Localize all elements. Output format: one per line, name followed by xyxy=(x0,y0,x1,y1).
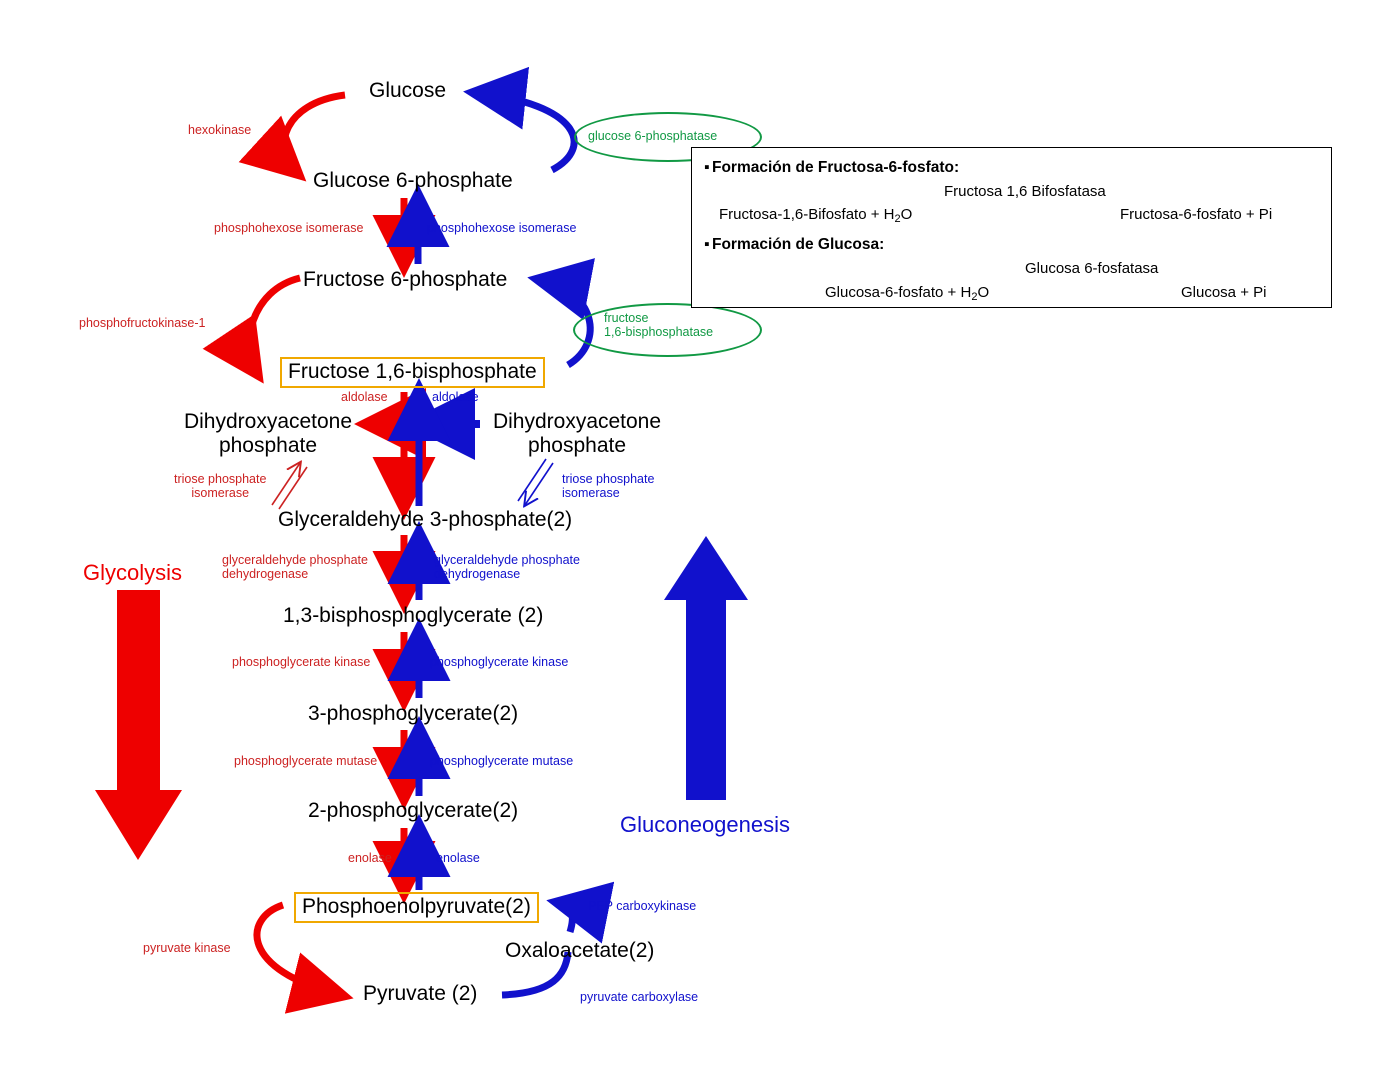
tpi-blue-line2: isomerase xyxy=(562,486,620,501)
enzyme-gapdh-blue xyxy=(434,553,580,582)
enzyme-phosphoglycerate-kinase-red: phosphoglycerate kinase xyxy=(232,655,371,669)
panel-heading-glucosa xyxy=(704,236,884,254)
tpi-red-line2: isomerase xyxy=(191,486,250,501)
enzyme-enolase-blue: enolase xyxy=(436,851,480,865)
panel-equation-fructosa-left xyxy=(719,206,912,225)
label-glycolysis: Glycolysis xyxy=(83,560,183,585)
metabolite-glucose: Glucose xyxy=(369,79,447,102)
enzyme-aldolase-blue: aldolase xyxy=(432,390,479,404)
metabolite-dihydroxyacetone-phosphate-left xyxy=(168,410,368,457)
panel-equation-fructosa-right: Fructosa-6-fosfato + Pi xyxy=(1120,206,1273,223)
panel-eq-1-tail: O xyxy=(900,206,913,223)
label-gluconeogenesis: Gluconeogenesis xyxy=(620,812,791,837)
gapdh-blue-line1: glyceraldehyde phosphate xyxy=(434,553,580,567)
bullet-icon-2: ▪ xyxy=(704,236,710,253)
panel-eq-2-sub: 2 xyxy=(971,291,978,303)
panel-heading-fructosa xyxy=(704,159,959,177)
dhap-right-line2: phosphate xyxy=(527,433,627,457)
metabolite-glucose-6-phosphate: Glucose 6-phosphate xyxy=(313,169,513,192)
enzyme-phosphofructokinase-1: phosphofructokinase-1 xyxy=(79,316,206,330)
enzyme-phosphohexose-isomerase-blue: phosphohexose isomerase xyxy=(427,221,577,235)
metabolite-oxaloacetate: Oxaloacetate(2) xyxy=(505,939,655,962)
metabolite-1-3-bisphosphoglycerate: 1,3-bisphosphoglycerate (2) xyxy=(283,604,544,627)
enzyme-aldolase-red: aldolase xyxy=(341,390,388,404)
metabolite-3-phosphoglycerate: 3-phosphoglycerate(2) xyxy=(308,702,519,725)
panel-equation-glucosa-right: Glucosa + Pi xyxy=(1181,284,1267,301)
info-panel xyxy=(691,147,1332,308)
tpi-blue-line1: triose phosphate xyxy=(562,472,655,486)
enzyme-phosphohexose-isomerase-red: phosphohexose isomerase xyxy=(214,221,364,235)
panel-eq-2-tail: O xyxy=(977,284,990,301)
panel-eq-1-sub: 2 xyxy=(894,213,901,225)
enzyme-hexokinase: hexokinase xyxy=(188,123,252,137)
panel-enzyme-fructosa-bifosfatasa: Fructosa 1,6 Bifosfatasa xyxy=(944,183,1106,200)
metabolite-2-phosphoglycerate: 2-phosphoglycerate(2) xyxy=(308,799,519,822)
dhap-right-line1: Dihydroxyacetone xyxy=(492,410,662,433)
panel-eq-1-left: Fructosa-1,6-Bifosfato + H xyxy=(719,206,895,223)
gapdh-blue-line2: dehydrogenase xyxy=(434,567,521,582)
enzyme-pyruvate-kinase: pyruvate kinase xyxy=(143,941,231,955)
enzyme-triose-phosphate-isomerase-blue xyxy=(562,472,654,501)
metabolite-fructose-1-6-bisphosphate: Fructose 1,6-bisphosphate xyxy=(280,357,545,388)
gapdh-red-line2: dehydrogenase xyxy=(222,567,309,582)
tpi-red-line1: triose phosphate xyxy=(174,472,267,486)
metabolite-glyceraldehyde-3-phosphate: Glyceraldehyde 3-phosphate(2) xyxy=(278,508,573,531)
panel-heading-fructosa-text: Formación de Fructosa-6-fosfato: xyxy=(712,159,960,176)
dhap-left-line1: Dihydroxyacetone xyxy=(183,410,353,433)
metabolite-phosphoenolpyruvate: Phosphoenolpyruvate(2) xyxy=(294,892,539,923)
metabolite-fructose-6-phosphate: Fructose 6-phosphate xyxy=(303,268,508,291)
panel-eq-2-left: Glucosa-6-fosfato + H xyxy=(825,284,972,301)
bullet-icon-1: ▪ xyxy=(704,159,710,176)
panel-equation-glucosa-left xyxy=(825,284,989,303)
fbpase-line1: fructose xyxy=(604,311,649,325)
enzyme-enolase-red: enolase xyxy=(348,851,392,865)
enzyme-pyruvate-carboxylase: pyruvate carboxylase xyxy=(580,990,699,1004)
enzyme-phosphoglycerate-kinase-blue: phosphoglycerate kinase xyxy=(430,655,569,669)
enzyme-gapdh-red xyxy=(222,553,368,582)
metabolite-dihydroxyacetone-phosphate-right xyxy=(477,410,677,457)
fbpase-line2: 1,6-bisphosphatase xyxy=(604,325,714,340)
enzyme-phosphoglycerate-mutase-red: phosphoglycerate mutase xyxy=(234,754,378,768)
enzyme-pep-carboxykinase: PEP carboxykinase xyxy=(588,899,697,913)
enzyme-phosphoglycerate-mutase-blue: phosphoglycerate mutase xyxy=(430,754,574,768)
enzyme-fructose-1-6-bisphosphatase xyxy=(604,311,713,340)
panel-heading-glucosa-text: Formación de Glucosa: xyxy=(712,236,885,253)
gapdh-red-line1: glyceraldehyde phosphate xyxy=(222,553,368,567)
enzyme-triose-phosphate-isomerase-red xyxy=(174,472,266,501)
dhap-left-line2: phosphate xyxy=(218,433,318,457)
enzyme-glucose-6-phosphatase: glucose 6-phosphatase xyxy=(588,129,718,143)
panel-enzyme-glucosa-fosfatasa: Glucosa 6-fosfatasa xyxy=(1025,260,1159,277)
metabolite-pyruvate: Pyruvate (2) xyxy=(363,982,478,1005)
